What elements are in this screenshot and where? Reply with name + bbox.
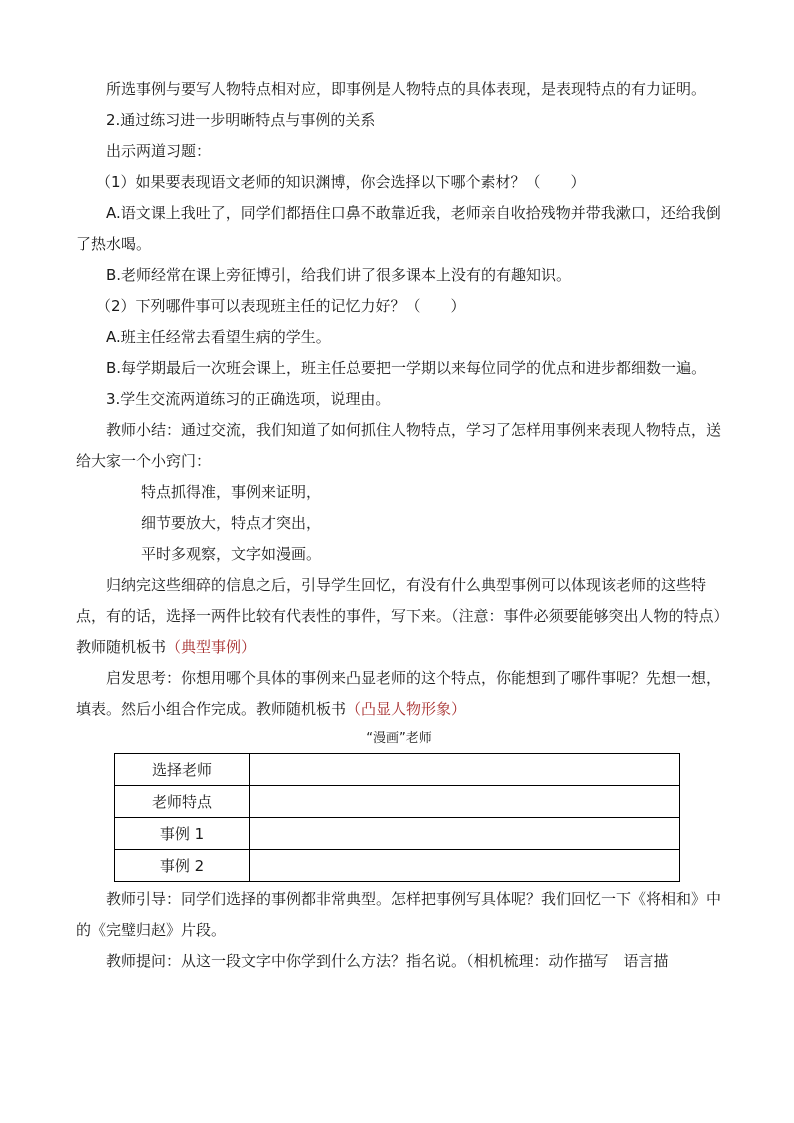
table-row-label: 老师特点 [115, 786, 250, 818]
table-row-label: 事例 2 [115, 850, 250, 882]
table-cell-empty[interactable] [250, 850, 680, 882]
question-2-option-a: A.班主任经常去看望生病的学生。 [106, 328, 331, 346]
teacher-summary: 教师小结：通过交流，我们知道了如何抓住人物特点，学习了怎样用事例来表现人物特点，送给大家一个小窍门： [76, 421, 722, 470]
table-cell-empty[interactable] [250, 786, 680, 818]
paragraph-inspire [76, 663, 722, 725]
table-row [115, 786, 680, 818]
teacher-table [114, 753, 680, 882]
table-row [115, 754, 680, 786]
table-row [115, 850, 680, 882]
exercise-intro: 出示两道习题： [106, 142, 212, 160]
table-cell-empty[interactable] [250, 818, 680, 850]
board-note-typical-example: （典型事例） [166, 638, 257, 656]
question-1: （1）如果要表现语文老师的知识渊博，你会选择以下哪个素材？（ ） [96, 173, 586, 191]
question-2: （2）下列哪件事可以表现班主任的记忆力好？（ ） [96, 297, 466, 315]
question-1-option-b: B.老师经常在课上旁征博引，给我们讲了很多课本上没有的有趣知识。 [106, 266, 572, 284]
paragraph-inspire-text: 启发思考：你想用哪个具体的事例来凸显老师的这个特点，你能想到了哪件事呢？先想一想，填表。然后小组合作完成。教师随机板书 [76, 669, 722, 718]
tip-line-1: 特点抓得准，事例来证明， [141, 483, 322, 501]
table-cell-empty[interactable] [250, 754, 680, 786]
paragraph-intro: 所选事例与要写人物特点相对应，即事例是人物特点的具体表现，是表现特点的有力证明。 [106, 80, 707, 98]
section-heading-2: 2.通过练习进一步明晰特点与事例的关系 [106, 111, 376, 129]
question-1-option-a: A.语文课上我吐了，同学们都捂住口鼻不敢靠近我，老师亲自收拾残物并带我漱口，还给我倒了热水喝。 [76, 204, 721, 253]
table-row [115, 818, 680, 850]
table-caption: “漫画”老师 [366, 731, 432, 746]
paragraph-typical-example [76, 570, 722, 663]
teacher-question: 教师提问：从这一段文字中你学到什么方法？指名说。（相机梳理：动作描写 语言描 [106, 952, 669, 970]
teacher-guide: 教师引导：同学们选择的事例都非常典型。怎样把事例写具体呢？我们回忆一下《将相和》中的《完璧归赵》片段。 [76, 890, 722, 939]
section-heading-3: 3.学生交流两道练习的正确选项，说理由。 [106, 390, 391, 408]
paragraph-typical-example-text: 归纳完这些细碎的信息之后，引导学生回忆，有没有什么典型事例可以体现该老师的这些特点，有的话，选择一两件比较有代表性的事件，写下来。（注意：事件必须要能够突出人物的特点）教师随机板书 [76, 576, 722, 656]
tip-line-3: 平时多观察，文字如漫画。 [141, 545, 322, 563]
tip-line-2: 细节要放大，特点才突出， [141, 514, 322, 532]
document-body [76, 74, 722, 977]
question-2-option-b: B.每学期最后一次班会课上，班主任总要把一学期以来每位同学的优点和进步都细数一遍。 [106, 359, 707, 377]
board-note-character-image: （凸显人物形象） [346, 700, 467, 718]
table-row-label: 选择老师 [115, 754, 250, 786]
table-row-label: 事例 1 [115, 818, 250, 850]
